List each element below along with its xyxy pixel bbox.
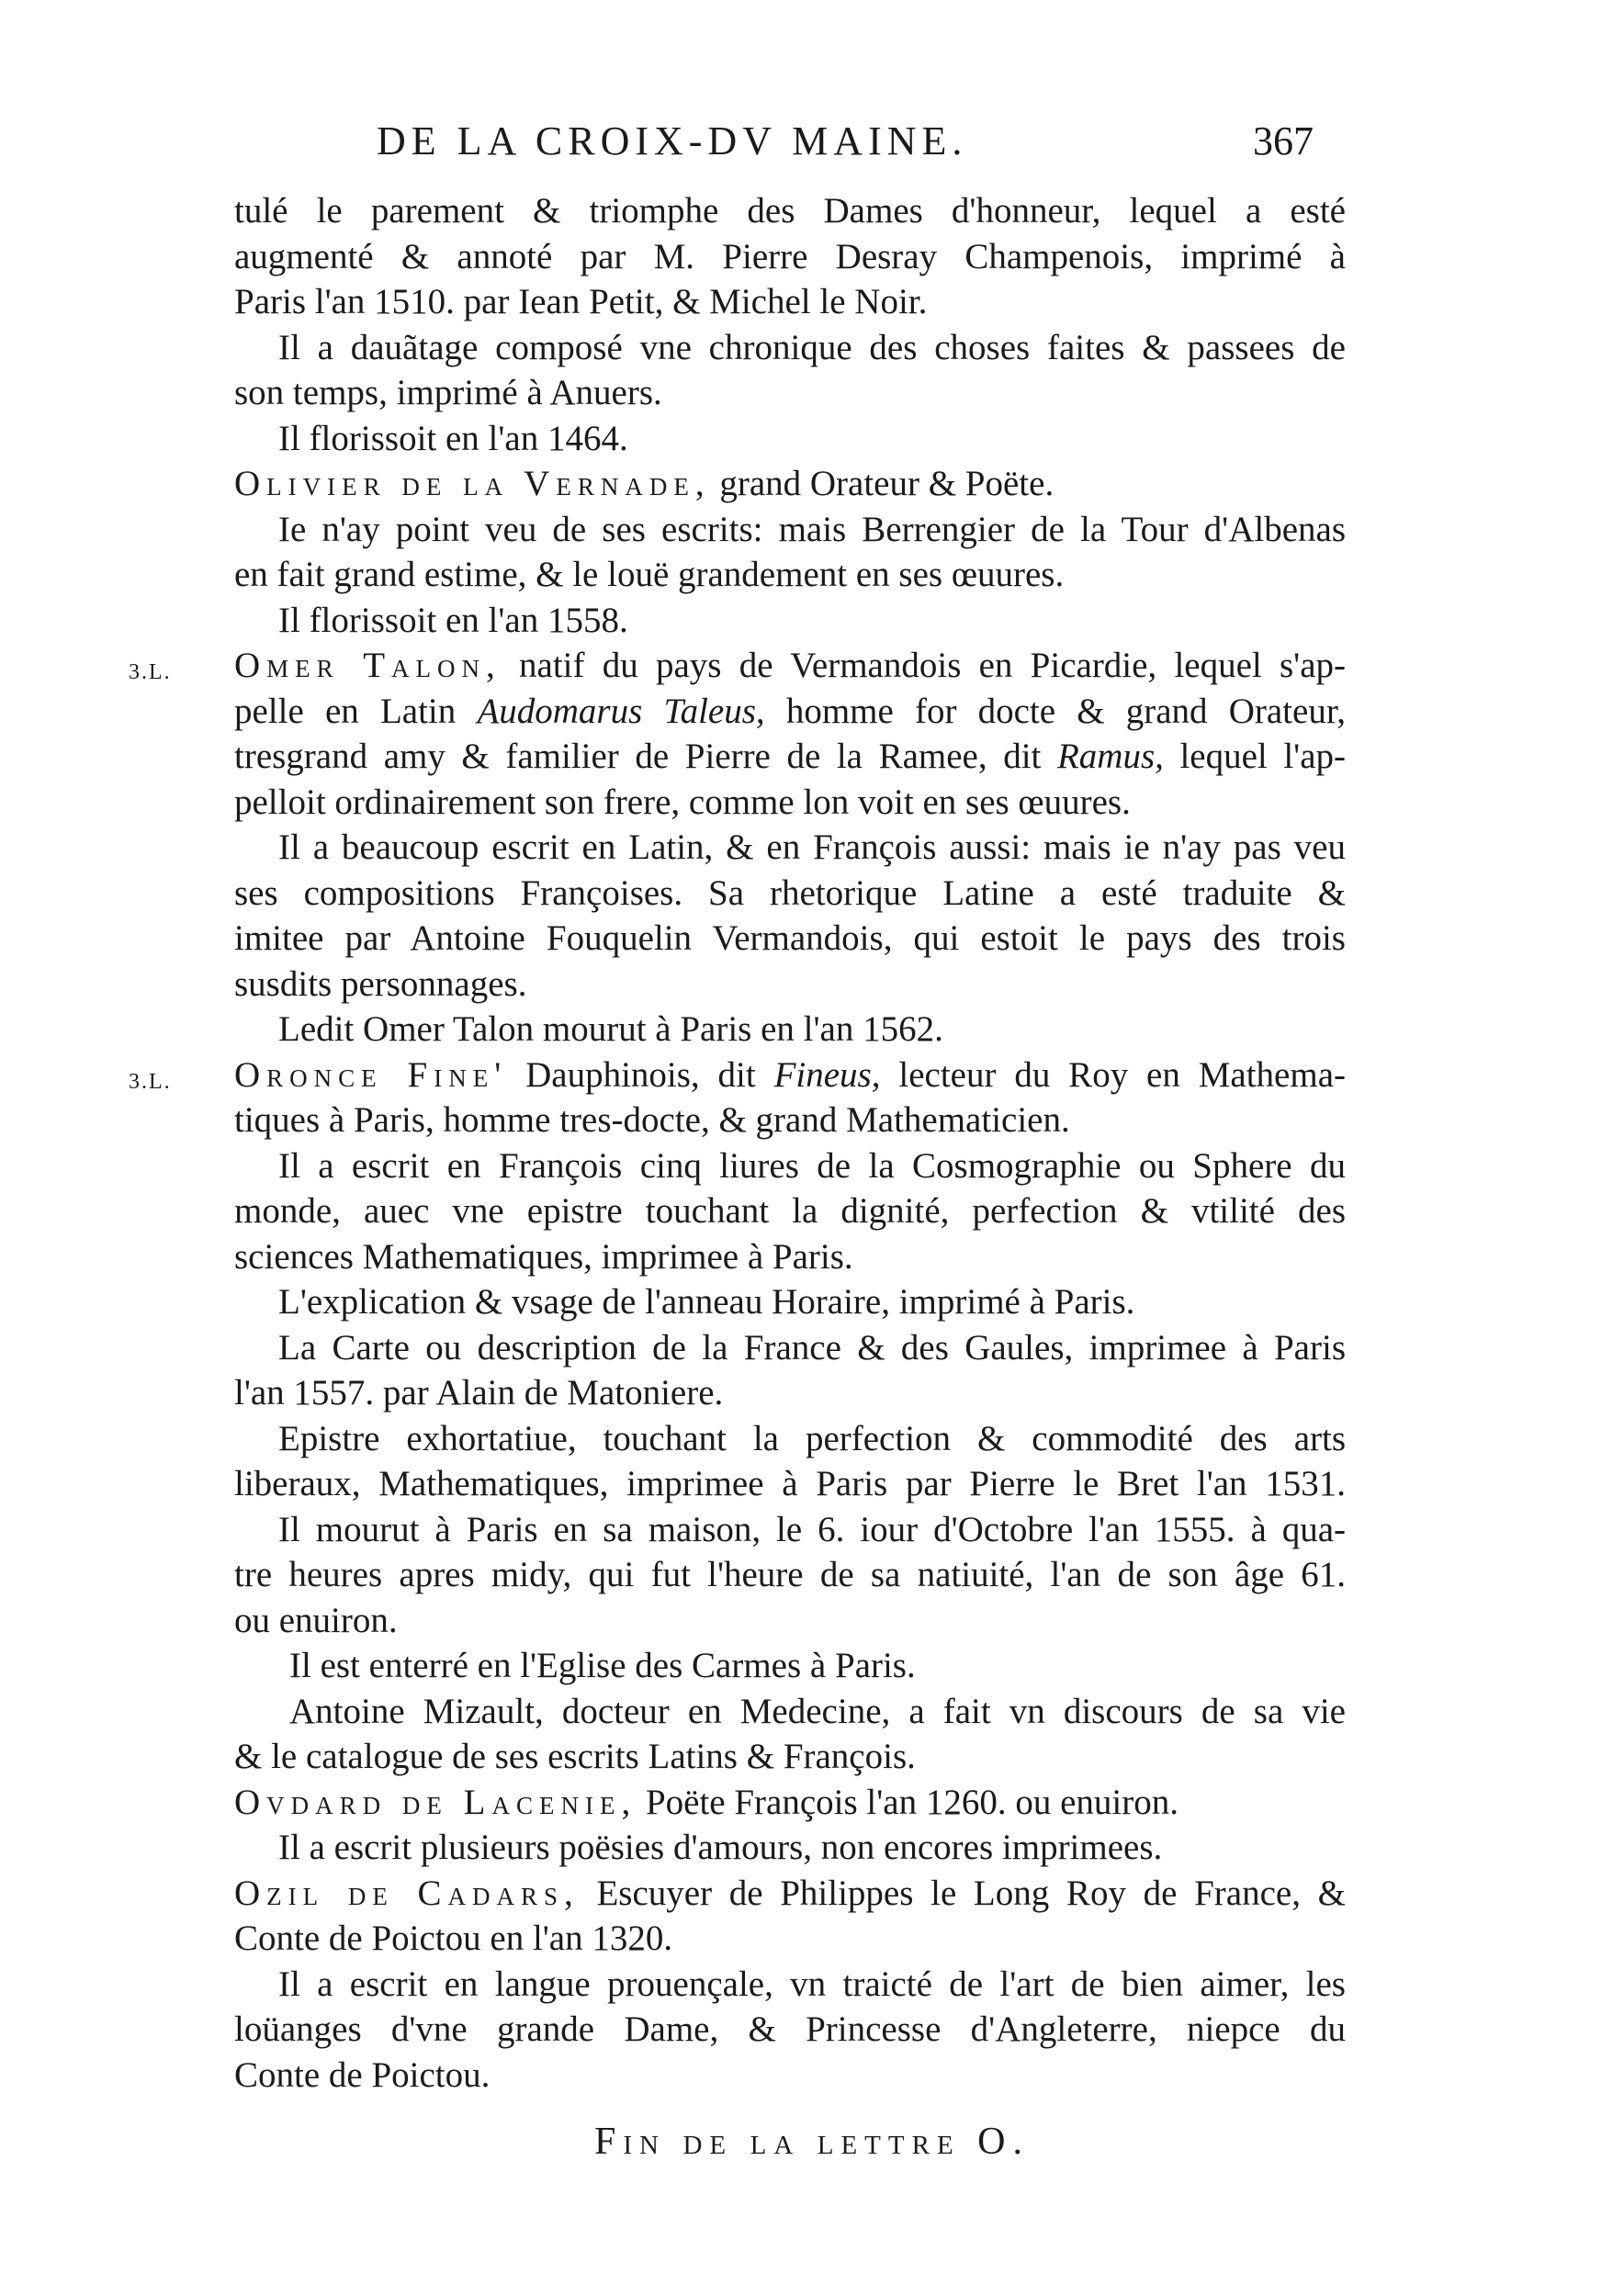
text-line: L'explication & vsage de l'anneau Horaire, imprimé à Paris. <box>278 1282 1135 1322</box>
page-number: 367 <box>1253 118 1314 163</box>
text-line: tre heures apres midy, qui fut l'heure de sa natiuité, l'an de son âge 61. <box>234 1555 1346 1594</box>
entry-heading: Ovdard de Lacenie, Poëte François l'an 1260. ou enuiron. <box>234 1782 1179 1822</box>
author-name: Oronce Fine' <box>234 1054 508 1095</box>
running-title: DE LA CROIX-DV MAINE. <box>377 118 968 163</box>
text-line: Il a escrit en François cinq liures de la Cosmographie ou Sphere du <box>278 1145 1346 1186</box>
text-line: Ledit Omer Talon mourut à Paris en l'an 1562. <box>278 1009 943 1049</box>
page-header <box>377 118 1314 182</box>
text-line: Il florissoit en l'an 1558. <box>278 600 628 640</box>
text-line: Il est enterré en l'Eglise des Carmes à Paris. <box>289 1646 916 1685</box>
text-line: Il a escrit plusieurs poësies d'amours, non encores imprimees. <box>278 1828 1163 1867</box>
text-line: son temps, imprimé à Anuers. <box>234 373 662 412</box>
text-line: Paris l'an 1510. par Iean Petit, & Michel le Noir. <box>234 282 928 321</box>
entry-heading: 3.L. Oronce Fine' Dauphinois, dit Fineus, lecteur du Roy en Mathema- <box>234 1052 1346 1098</box>
text-line: imitee par Antoine Fouquelin Vermandois, qui estoit le pays des trois <box>234 918 1346 958</box>
text-line: Il mourut à Paris en sa maison, le 6. iour d'Octobre l'an 1555. à qua- <box>278 1509 1346 1549</box>
margin-mark: 3.L. <box>129 660 172 684</box>
text-line: ou enuiron. <box>234 1600 398 1640</box>
text-line: pelloit ordinairement son frere, comme lon voit en ses œuures. <box>234 782 1131 822</box>
text-line: Antoine Mizault, docteur en Medecine, a fait vn discours de sa vie <box>289 1691 1346 1731</box>
text-line: augmenté & annoté par M. Pierre Desray Champenois, imprimé à <box>234 236 1346 276</box>
text-line: & le catalogue de ses escrits Latins & François. <box>234 1737 916 1776</box>
end-of-letter-heading: Fin de la lettre O. <box>593 2121 1031 2163</box>
text-line: Conte de Poictou. <box>234 2054 491 2095</box>
text-line: liberaux, Mathematiques, imprimee à Paris par Pierre le Bret l'an 1531. <box>234 1464 1346 1503</box>
author-name: Ovdard de Lacenie, <box>234 1782 637 1822</box>
text-line: loüanges d'vne grande Dame, & Princesse d'Angleterre, niepce du <box>234 2009 1346 2049</box>
text-line: l'an 1557. par Alain de Matoniere. <box>234 1373 724 1412</box>
entry-heading: Olivier de la Vernade, grand Orateur & Poëte. <box>234 464 1054 503</box>
text-line: Ie n'ay point veu de ses escrits: mais Berrengier de la Tour d'Albenas <box>278 509 1346 549</box>
text-line: La Carte ou description de la France & des Gaules, imprimee à Paris <box>278 1327 1346 1367</box>
text-line: Il a escrit en langue prouençale, vn traicté de l'art de bien aimer, les <box>278 1964 1346 2004</box>
text-line: Conte de Poictou en l'an 1320. <box>234 1919 673 1958</box>
author-name: Omer Talon, <box>234 646 502 685</box>
text-line: Epistre exhortatiue, touchant la perfection & commodité des arts <box>278 1418 1346 1458</box>
author-name: Olivier de la Vernade, <box>234 464 711 503</box>
text-line: ses compositions Françoises. Sa rhetorique Latine a esté traduite & <box>234 872 1346 913</box>
text-line: Il a beaucoup escrit en Latin, & en François aussi: mais ie n'ay pas veu <box>278 827 1346 867</box>
text-line: tiques à Paris, homme tres-docte, & grand Mathematicien. <box>234 1100 1070 1140</box>
margin-mark: 3.L. <box>129 1069 172 1094</box>
author-name: Ozil de Cadars, <box>234 1873 580 1913</box>
text-block <box>129 188 1346 2098</box>
text-line: monde, auec vne epistre touchant la dignité, perfection & vtilité des <box>234 1191 1346 1231</box>
entry-heading: Ozil de Cadars, Escuyer de Philippes le Long Roy de France, & <box>234 1873 1346 1913</box>
text-line: en fait grand estime, & le louë grandement en ses œuures. <box>234 555 1065 594</box>
entry-heading: 3.L. Omer Talon, natif du pays de Vermandois en Picardie, lequel s'ap- <box>234 643 1346 689</box>
text-line: Il a dauãtage composé vne chronique des choses faites & passees de <box>278 327 1346 367</box>
text-line: tresgrand amy & familier de Pierre de la Ramee, dit Ramus, lequel l'ap- <box>234 737 1346 776</box>
text-line: tulé le parement & triomphe des Dames d'honneur, lequel a esté <box>234 191 1346 231</box>
text-line: Il florissoit en l'an 1464. <box>278 418 628 458</box>
text-line: susdits personnages. <box>234 963 527 1004</box>
text-line: pelle en Latin Audomarus Taleus, homme for docte & grand Orateur, <box>234 691 1346 731</box>
text-line: sciences Mathematiques, imprimee à Paris. <box>234 1236 853 1277</box>
